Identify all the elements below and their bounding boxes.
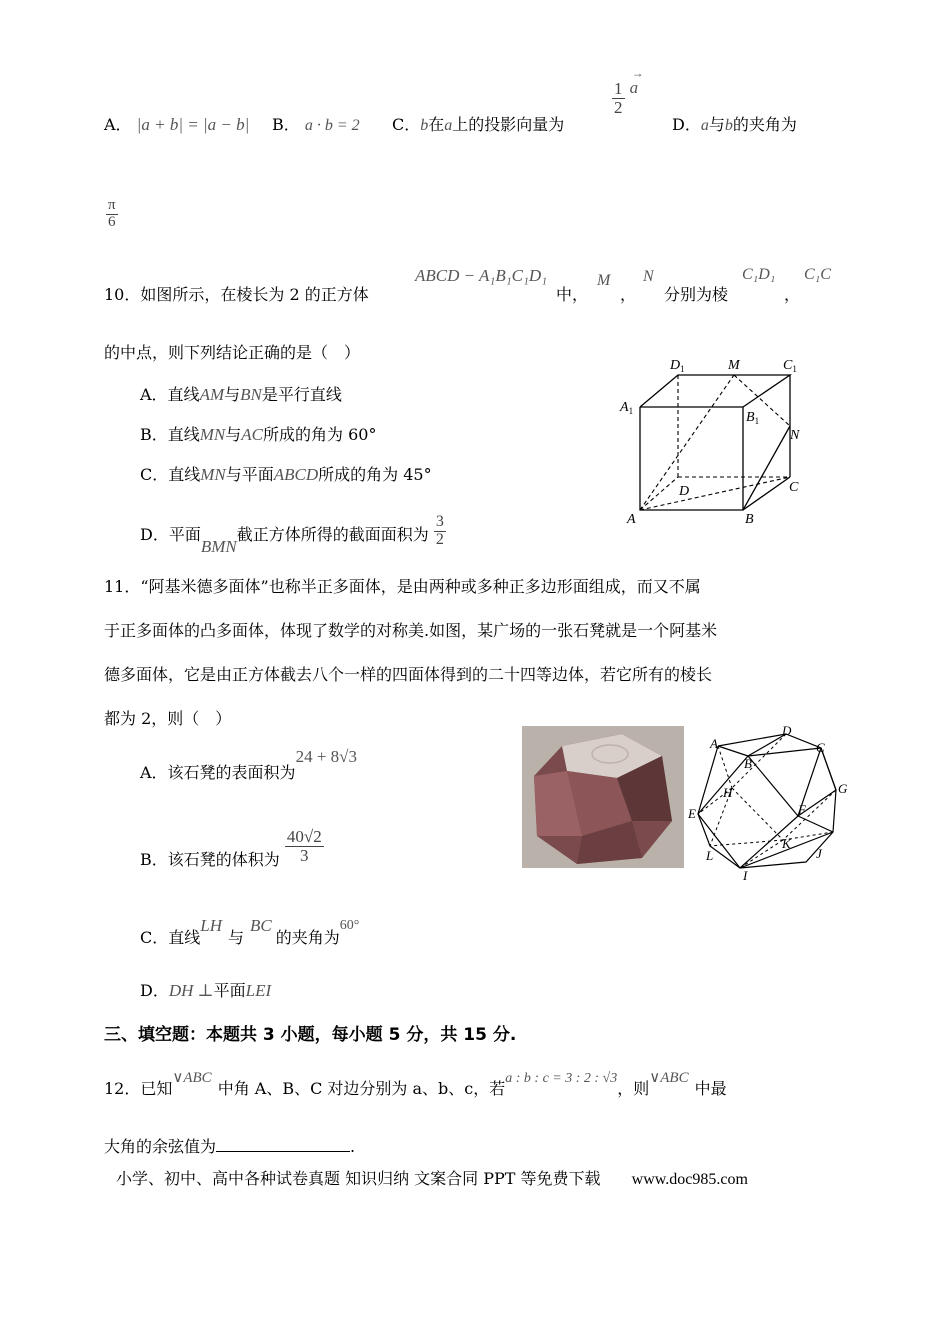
q10-m: M [597,272,611,289]
q12-line2: 大角的余弦值为 . [104,1137,356,1156]
poly-label-f: F [798,802,806,817]
q9-option-a: A． |a + b| = |a − b| [104,115,250,134]
stone-bench-photo [522,726,684,868]
q10-edge1: C₁D₁ [742,266,776,283]
poly-label-c: C [816,740,825,755]
q10-stem-line1b: 中， [556,285,589,304]
q9-option-d: D．a与b的夹角为 [672,115,797,134]
cube-figure [615,355,815,530]
label-b1: $B_1$ [746,410,760,426]
poly-label-g: G [838,781,848,796]
q9-c-fraction: $\frac{1}{2}$ → a [614,65,644,117]
q11-line1: 11．“阿基米德多面体”也称半正多面体，是由两种或多种正多边形面组成，而又不属 [104,577,701,596]
q10-option-a: A．直线AM与BN是平行直线 [140,385,342,404]
q10-comma2: ， [784,285,801,304]
poly-label-j: J [816,846,822,861]
cube-hidden-ad [640,477,678,510]
label-a1: $A_1$ [620,400,634,416]
label-c: C [789,480,799,495]
poly-label-h: H [723,785,733,800]
q9-option-c: C．b在a上的投影向量为 [392,115,565,134]
q9-a-expr: |a + b| = |a − b| [136,115,250,134]
q10-comma: ， [620,285,637,304]
cube-front-face [640,407,743,510]
section-3-heading: 三、填空题：本题共 3 小题，每小题 5 分，共 15 分. [104,1025,517,1045]
stone-bench-shape [522,726,684,868]
label-b: B [745,512,754,527]
q10-option-b: B．直线MN与AC所成的角为 60° [140,425,377,444]
q10-cube-name: ABCD − A₁B₁C₁D₁ [415,266,548,285]
q9-option-b: B． a · b = 2 [272,115,360,134]
poly-label-d: D [782,723,792,738]
polyhedron-figure [688,722,858,880]
answer-blank[interactable] [216,1137,350,1152]
cube-top-edges [640,375,790,407]
q10-stem-line1: 10．如图所示，在棱长为 2 的正方体 [104,285,369,304]
label-d: D [679,484,690,499]
label-d1: $D_1$ [670,358,685,374]
q10-text3: 分别为棱 [664,285,729,304]
footer [116,1166,748,1189]
poly-label-a: A [710,736,718,751]
q10-stem-line2: 的中点，则下列结论正确的是（ ） [104,343,361,362]
poly-label-b: B [744,756,752,771]
vector-a: → a [629,65,644,97]
q11-line2: 于正多面体的凸多面体，体现了数学的对称美.如图，某广场的一张石凳就是一个阿基米 [104,621,718,640]
label-n: N [790,428,800,443]
q10-edge2: C₁C [804,266,831,283]
poly-label-i: I [743,868,748,880]
poly-label-e: E [688,806,696,821]
label-m: M [728,358,740,373]
q11-option-a: A．该石凳的表面积为24 + 8√3 [140,747,357,782]
label-a: A [627,512,636,527]
label-c1: $C_1$ [783,358,797,374]
poly-label-l: L [706,848,714,863]
poly-label-k: K [782,836,791,851]
q11-line3: 德多面体，它是由正方体截去八个一样的四面体得到的二十四等边体，若它所有的棱长 [104,665,713,684]
q11-option-d: D．DH ⊥平面LEI [140,981,272,1000]
q10-n: N [643,268,654,285]
q10-option-d: D．平面BMN截正方体所得的截面面积为 $\frac{3}{2}$ [140,513,444,556]
segment-bn [743,426,790,510]
q11-line4: 都为 2，则（ ） [104,709,232,728]
footer-url[interactable]: www.doc985.com [631,1171,748,1188]
q9-d-fraction: $\frac{\pi}{6}$ [108,197,116,230]
footer-text: 小学、初中、高中各种试卷真题 知识归纳 文案合同 PPT 等免费下载 [116,1169,601,1188]
q10-option-c: C．直线MN与平面ABCD所成的角为 45° [140,465,432,484]
q12-line1: 12．已知∨ABC中角 A、B、C 对边分别为 a、b、c，若a : b : c = 3 : 2 : √3，则∨ABC中最 [104,1070,727,1098]
q11-option-c: C．直线LH与BC的夹角为60° [140,916,360,947]
q11-option-b: B．该石凳的体积为 $\frac{40√2}{3}$ [140,827,322,869]
